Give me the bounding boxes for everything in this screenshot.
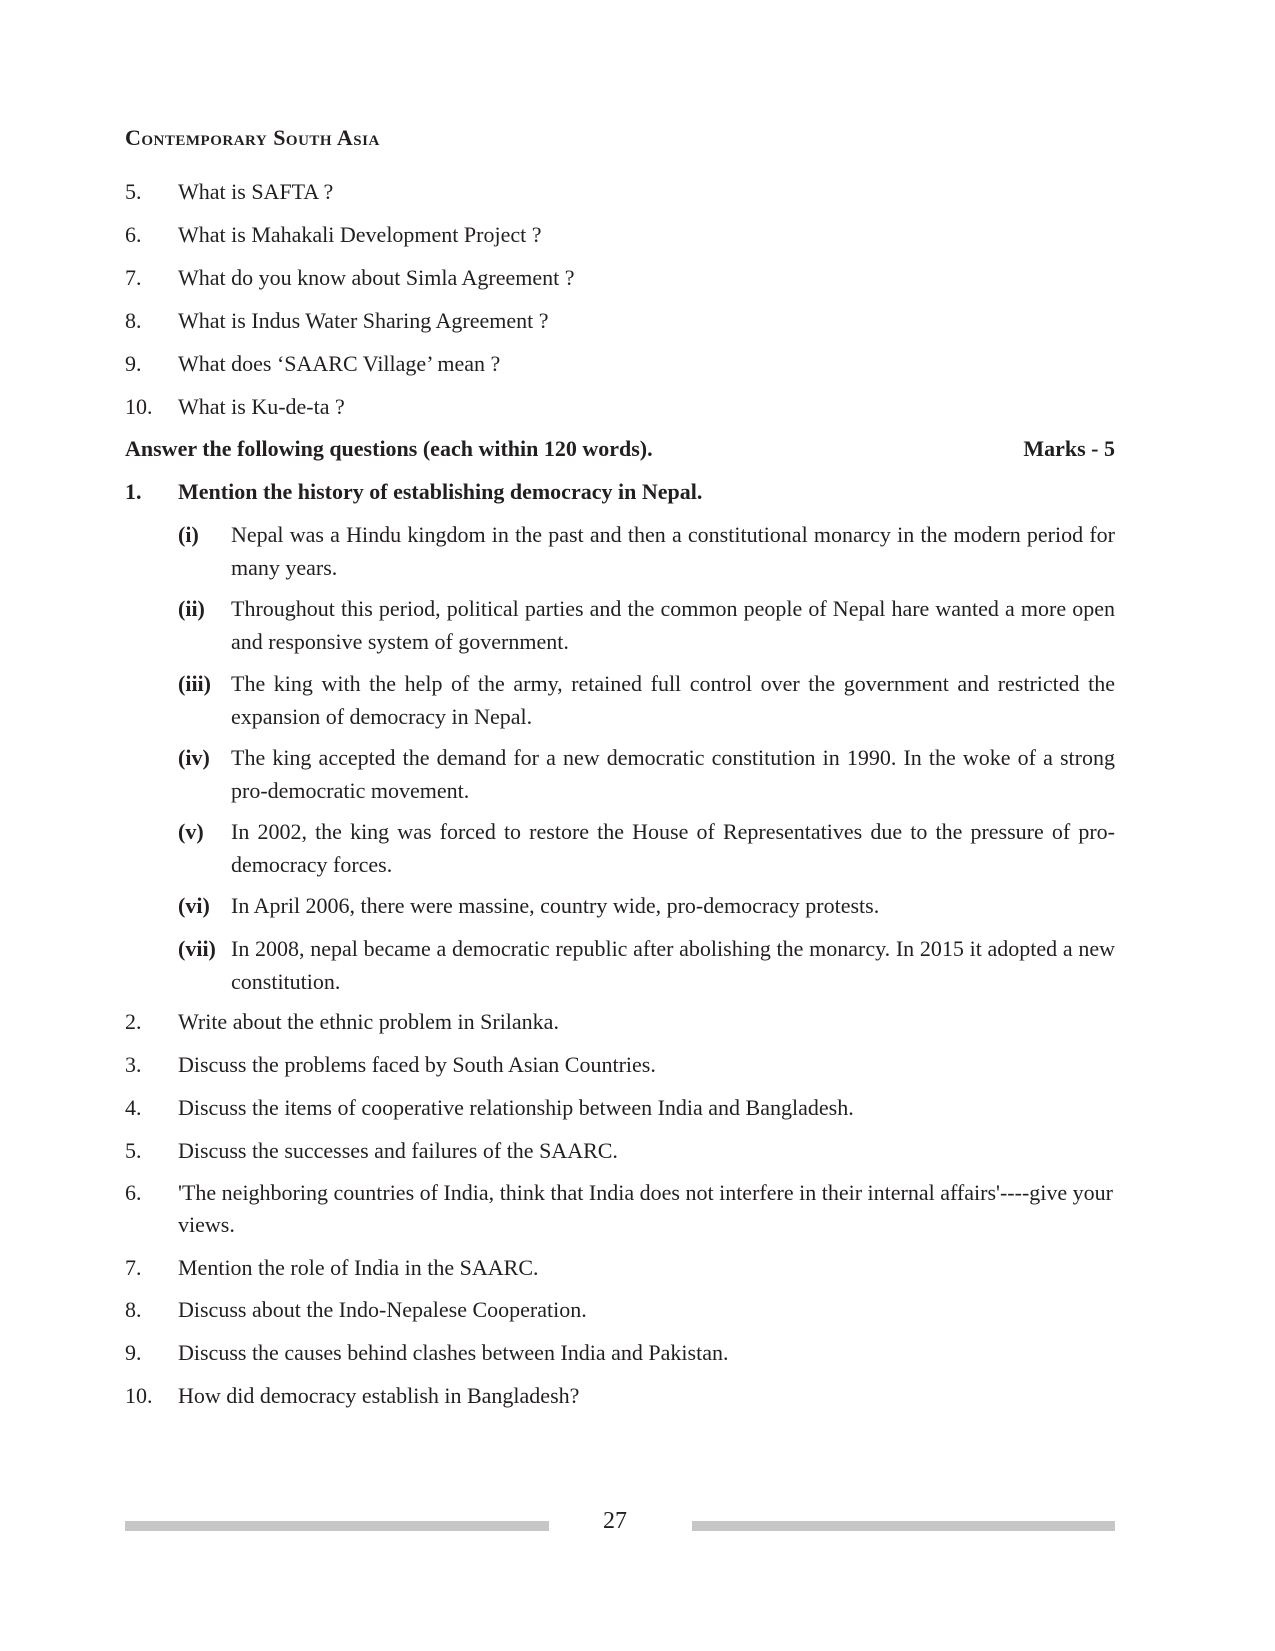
question-text: What is Indus Water Sharing Agreement ? bbox=[178, 308, 549, 333]
answer-point bbox=[178, 889, 1115, 922]
answer-point bbox=[178, 815, 1115, 881]
footer-rule-right bbox=[692, 1521, 1115, 1531]
question-text: Discuss the items of cooperative relationship between India and Bangladesh. bbox=[178, 1095, 854, 1120]
answer-numeral: (i) bbox=[178, 522, 199, 547]
answer-text: The king accepted the demand for a new democratic constitution in 1990. In the woke of a strong pro-democratic movement. bbox=[231, 745, 1115, 803]
answer-numeral: (ii) bbox=[178, 596, 205, 621]
question-number: 6. bbox=[125, 222, 142, 247]
question-text: Mention the history of establishing democracy in Nepal. bbox=[178, 479, 703, 504]
answer-point bbox=[178, 518, 1115, 584]
question-number: 9. bbox=[125, 1340, 142, 1365]
footer-rule-left bbox=[125, 1521, 549, 1531]
question-text: What is SAFTA ? bbox=[178, 179, 334, 204]
section-marks: Marks - 5 bbox=[1023, 436, 1115, 461]
question-number: 2. bbox=[125, 1009, 142, 1034]
answer-text: Throughout this period, political parties and the common people of Nepal hare wanted a more open and responsive system of government. bbox=[231, 596, 1115, 654]
question-text: Write about the ethnic problem in Srilanka. bbox=[178, 1009, 559, 1034]
answer-text: In April 2006, there were massine, country wide, pro-democracy protests. bbox=[231, 893, 880, 918]
question-text: 'The neighboring countries of India, think that India does not interfere in their internal affairs'----give your views. bbox=[178, 1180, 1113, 1237]
section-heading bbox=[125, 433, 1115, 465]
answer-point bbox=[178, 741, 1115, 807]
answer-numeral: (vi) bbox=[178, 893, 210, 918]
answer-point bbox=[178, 932, 1115, 998]
question-number: 10. bbox=[125, 1383, 153, 1408]
question-text: Discuss the causes behind clashes between India and Pakistan. bbox=[178, 1340, 729, 1365]
question-text: What is Ku-de-ta ? bbox=[178, 394, 345, 419]
running-header: Contemporary South Asia bbox=[125, 125, 380, 150]
answer-point bbox=[178, 667, 1115, 733]
question-text: Mention the role of India in the SAARC. bbox=[178, 1255, 539, 1280]
question-text: Discuss the successes and failures of the SAARC. bbox=[178, 1138, 618, 1163]
question-number: 3. bbox=[125, 1052, 142, 1077]
answer-text: Nepal was a Hindu kingdom in the past and then a constitutional monarcy in the modern period for many years. bbox=[231, 522, 1115, 580]
section-instruction: Answer the following questions (each within 120 words). bbox=[125, 436, 653, 461]
question-number: 7. bbox=[125, 265, 142, 290]
question-number: 8. bbox=[125, 308, 142, 333]
page-number: 27 bbox=[603, 1508, 627, 1534]
question-text: What is Mahakali Development Project ? bbox=[178, 222, 542, 247]
question-number: 6. bbox=[125, 1180, 142, 1205]
answer-numeral: (iii) bbox=[178, 671, 211, 696]
question-number: 5. bbox=[125, 179, 142, 204]
question-number: 1. bbox=[125, 479, 142, 504]
question-number: 9. bbox=[125, 351, 142, 376]
question-text: Discuss the problems faced by South Asian Countries. bbox=[178, 1052, 656, 1077]
question-number: 8. bbox=[125, 1297, 142, 1322]
question-text: What do you know about Simla Agreement ? bbox=[178, 265, 575, 290]
answer-text: In 2002, the king was forced to restore the House of Representatives due to the pressure of pro-democracy forces. bbox=[231, 819, 1115, 877]
question-text: What does ‘SAARC Village’ mean ? bbox=[178, 351, 501, 376]
answer-text: In 2008, nepal became a democratic republic after abolishing the monarcy. In 2015 it adopted a new constitution. bbox=[231, 936, 1115, 994]
question-number: 7. bbox=[125, 1255, 142, 1280]
question-number: 10. bbox=[125, 394, 153, 419]
question-text: Discuss about the Indo-Nepalese Cooperation. bbox=[178, 1297, 587, 1322]
answer-numeral: (v) bbox=[178, 819, 204, 844]
answer-numeral: (vii) bbox=[178, 936, 216, 961]
answer-text: The king with the help of the army, retained full control over the government and restricted the expansion of democracy in Nepal. bbox=[231, 671, 1115, 729]
question-number: 5. bbox=[125, 1138, 142, 1163]
answer-point bbox=[178, 592, 1115, 658]
question-text: How did democracy establish in Bangladesh? bbox=[178, 1383, 580, 1408]
answer-numeral: (iv) bbox=[178, 745, 210, 770]
question-number: 4. bbox=[125, 1095, 142, 1120]
